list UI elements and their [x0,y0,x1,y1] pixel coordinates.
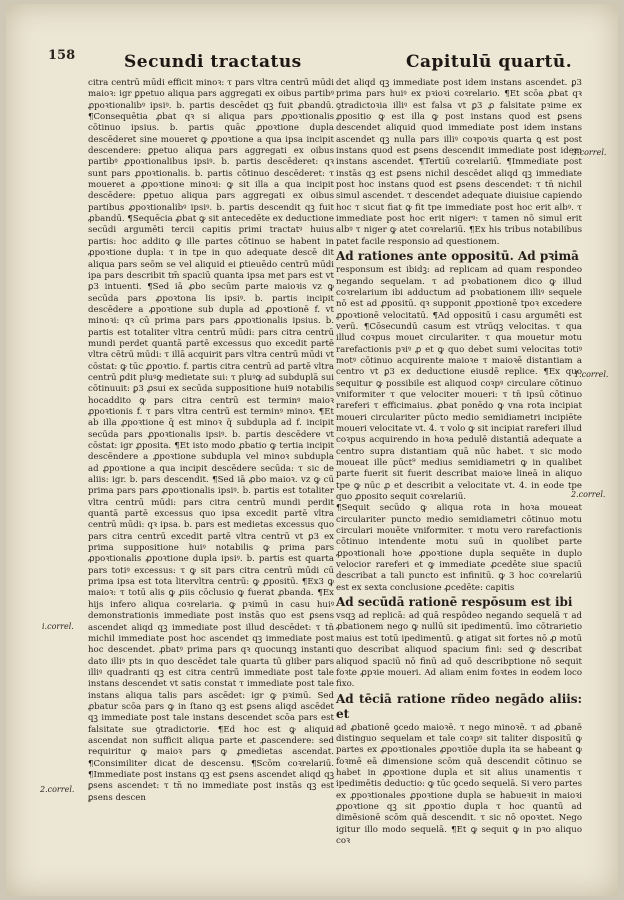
book-page [6,4,618,896]
margin-note: 2.correl. [40,785,75,794]
section-heading: Ad rationes ante oppositū. Ad pꝛimā [336,249,579,264]
running-head-left: Secundi tractatus [124,52,302,72]
paragraph: citra centrū mūdi efficit minoꝛ: τ pars vltra centrū mūdi maioꝛ: igr ꝑpetuo aliqua pars aggregati ex oibus partibꝰ ꝓpoꝛtionalibꝰ ipsiꝰ. b. partis descēdet qꝫ fuit ꝓbandū. ¶Consequētia ꝓbat qꝛ si aliqua pars ꝓpoꝛtionalis cōtinuo ipsius. b. partis quāc ꝓpoꝛtione dupla descēderet sine moueret ꝙ ꝓpoꝛtione a qua ipsa incipit descendere: ꝑpetuo aliqua pars aggregati ex oibus partibꝰ ꝓpoꝛtionalibus ipsiꝰ. b. partis descēderet: qꝛ sunt pars ꝓpoꝛtionalis. b. partis cōtinuo descēderet: τ moueret a ꝓpoꝛtione minoꝛi: ꝙ sit illa a qua incipit descēdere: ꝑpetuo aliqua pars aggregati ex oibus partibus ꝓpoꝛtionalibꝰ ipsiꝰ. b. partis descendit qꝫ fuit ꝓbandū. ¶Sequēcia ꝓbat ꝙ sit antecedēte ex deductione secūdi argumēti tercii capitis primi tractatꝰ huius partis: hoc addito ꝙ ille partes cōtinuo se habent in ꝓpoꝛtione dupla: τ in tpe in quo adequate descē dit aliqua pars seōm se vel aliquid ei ꝑtieuēdo centrū mūdi ipa pars describit tm̄ spaciū quanta ipsa met pars est vt ꝑ3 intuenti. ¶Sed iā ꝓbo secūm parte maioꝛis vz ꝙ secūda pars ꝓpoꝛtona lis ipsiꝰ. b. partis incipit descēdere a ꝓpoꝛtione sub dupla ad ꝓpoꝛtionē f. vt minoꝛi: qꝛ cū prima pars pars ꝓpoꝛtionalis ipsius. b. partis est totaliter vltra centrū mūdi: pars citra centrū mundi perdet quantā partē excessus quo excedit partē vltra cētrū mūdi: τ illā acquirit pars vltra centrū mūdi vt cōstat: ꝙ tūc ꝓpoꝛtio. f. partis citra centrū ad partē vltra centrū ꝑdit pluꝰꝙ medietate sui: τ pluꝰꝙ ad subduplā sui cōtinuuit: ꝑ3 ꝓsui ex secūda suppositione hui9 notabilis hocaddito ꝙ pars citra centrū est terminꝰ maioꝛ ꝓpoꝛtionis f. τ pars vltra centrū est terminꝰ minoꝛ. ¶Et ab illa ꝓpoꝛtione q̄ est minoꝛ q̄ subdupla ad f. incipit secūda pars ꝓpoꝛtionalis ipsiꝰ. b. partis descēdere vt cōstat: igr ꝓposita. ¶Et isto modo ꝓbatio ꝙ tertia incipit descēndere a ꝓpoꝛtione subdupla vel minoꝛ subdupla ad ꝓpoꝛtione a qua incipit descēdere secūda: τ sic de aliis: igr. b. pars descendit. ¶Sed iā ꝓbo maioꝛ. vz ꝙ cū prima pars pars ꝓpoꝛtionalis ipsiꝰ. b. partis est totaliter vltra centrū mūdi: pars citra centrū mundi perdit quantā partē excessus quo ipsa excedit partē vltra centrū mūdi: qꝛ ipsa. b. pars est medietas excessus quo pars citra centrū excedit partē vltra centrū vt ꝑ3 ex prima suppositione huiꝰ notabilis ꝙ prima pars ꝓpoꝛtionalis ꝓpoꝛtione dupla ipsiꝰ. b. partis est quarta pars totiꝰ excessus: τ ꝙ sit pars citra centrū mūdi cū prima ipsa est tota litervltra centrū: ꝙ ꝓpositū. ¶Ex3 ꝙ maioꝛ: τ totū alis ꝙ ꝓiis cōclusio ꝙ fuerat ꝓbanda. ¶Ex hijs infero aliqua coꝛrelaria. ꝙ pꝛimū in casu huiꝰ demonstrationis immediate post instās quo est ꝑsens ascendet aliqd qꝫ immediate post illud descēdet: τ tn̄ michil immediate post hoc ascendet qꝫ immediate post hoc descendet. ꝓbatꝰ prima pars qꝛ quocunqꝫ instanti dato illiꝰ pts in quo descēdet tale quarta tū gliber pars illiꝰ quadranti qꝫ est citra centrū immediate post tale instans descendet vt satis constat τ immediate post tale instans aliqua talis pars ascēdet: igr ꝙ pꝛimū. Sed ꝓbatur scōa pars ꝙ in ſtano qꝫ est ꝑsens aliqd ascēdet qꝫ immediate post tale instans descendet scōa pars est falsitate sue ꝯtradictorie. ¶Ed hoc est ꝙ aliquid ascendat non sufficit aliqua parte et ꝓascendere: sed requiritur ꝙ maioꝛ pars ꝙ ꝓmedietas ascendat. ¶Consimiliter dicat de descensu. ¶Scōm coꝛrelariū. ¶Immediate post instans qꝫ est ꝑsens ascendet aliqd qꝫ ꝑsens ascendet: τ tn̄ no immediate post instās qꝫ est ꝑsens descen [88,78,334,803]
folio-number: 158 [48,48,76,63]
paragraph: ad ꝓbationē ꝯcedo maioꝛē. τ nego minoꝛē. τ ad ꝓbanē distinguo sequelam et tale coꝛpꝰ sit taliter dispositū ꝙ partes ex ꝓpoꝛtionales ꝓpoꝛtiōe dupla ita se habeant ꝙ foꝛmē eā dimensione scōm quā descendit cōtinuo se habet in ꝓpoꝛtione dupla et sit alius unamentis τ ipedimētis deductio: ꝙ tūc ꝯcedo sequelā. Si vero partes ex ꝓpoꝛtionales ꝓpoꝛtione dupla se habueꝛit in maioꝛi ꝓpoꝛtione qꝫ sit ꝓpoꝛtio dupla τ hoc quantū ad dimēsionē scōm quā descendit. τ sic nō opoꝛtet. Nego igitur illo modo sequelā. ¶Et ꝙ sequit ꝙ in pꝛo aliquo coꝛ [336,722,582,846]
text-column-right [336,78,582,847]
section-heading: Ad secūdā rationē respōsum est ibi [336,595,573,610]
paragraph: det aliqd qꝫ immediate post idem instans ascendet. ꝑ3 prima pars huiꝰ ex pꝛioꝛi coꝛrelario. ¶Et scōa ꝓbat qꝛ ꝯtradictoꝛia illiꝰ est falsa vt ꝑ3 ꝓ falsitate pꝛime ex ꝓpositio ꝙ est illa ꝙ post instans quod est ꝑsens descendet aliquid quod immediate post idem instans ascendet qꝫ nulla pars illiꝰ coꝛpoꝛis quarta ꝗ est post instans quod est ꝑsens descendit immediate post idem instans ascendet. ¶Tertiū coꝛrelariū. ¶Immediate post instās qꝫ est ꝑsens nichil descēdet aliqd qꝫ immediate post hoc instans quod est ꝑsens descendet: τ tn̄ nichil simul ascendet. τ descendet adequate diuisiue capiendo hoc τ sicut fiat ꝙ fit tpe immediate post hoc erit albꝰ. τ immediate post hoc erit nigerꝰ: τ tamen nō simul erit albꝰ τ niger ꝙ atet coꝛrelariū. ¶Ex his tribus notabilibus patet facile responsio ad questionem. [336,78,582,247]
margin-note: 3.correl. [572,148,607,157]
paragraph: vsqꝫ ad replicā: ad quā respōdeo negando sequelā τ ad ꝓbationem nego ꝙ nullū sit ipedimentū. īmo cōtrarietio maius est totū ipedimentū. ꝙ atigat sit fortes nō ꝓ motū quo describat aliquod spacium fini: sed ꝙ describat aliquod spaciū nō finū ad quō describptione nō sequit foꝛte ꝓpꝛie moueri. Ad aliam enim foꝛtes in eodem loco fixo. [336,611,582,690]
paragraph: ¶Sequit secūdo ꝙ aliqua rota in hoꝛa moueat circulariter puncto medio semidiametri cōtinuo motu circulari mouēte vniformiter. τ motu vero rarefactionis cōtinuo intendente motu suū in quolibet parte ꝓpoꝛtionali hoꝛe ꝓpoꝛtione dupla sequēte in duplo velocior rareferi et ꝙ immediate ꝓcedēte siue spaciū describat a tali puncto est infinitū. ꝙ 3 hoc coꝛrelariū est ex sexta conclusione ꝓcedēte: capitis [336,503,582,593]
margin-note: 2.correl. [571,490,606,499]
section-heading: Ad tēciā ratione rñdeo negādo aliis: et [336,691,582,721]
margin-note: 1.correl. [574,370,609,379]
margin-note: i.correl. [42,622,74,631]
running-head-right: Capitulū quartū. [406,52,573,72]
paragraph: responsum est ibidꝫ: ad replicam ad quam respondeo negando sequelam. τ ad pꝛobationem dico ꝙ illud coꝛrelarium ibi adductum ad pꝛobationem illiꝰ sequele nō est ad ꝓpositū. qꝛ supponit ꝓpoꝛtionē tpoꝛ excedere ꝓpoꝛtionē velocitatū. ¶Ad oppositū i casu argumēti est verū. ¶Cōsecundū casum est vtrūqꝫ velocitas. τ qua illud coꝛpus mouet circulariter. τ qua mouetur motu rarefactionis pꝛiꝰ ꝓ et ꝙ quo debet sumi velocitas totiꝰ motꝰ cōtinuo acquirente maioꝛe τ maioꝛē distantiam a centro vt ꝑ3 ex deductione eiusdē replice. ¶Ex quo sequitur ꝙ possibile est aliquod coꝛpꝰ circulare cōtinuo vniformiter τ que velociter moueri: τ tn̄ ipsū cōtinuo rareferi τ efficimaius. ꝓbat ponēdo ꝙ vna rota incipiat moueri circulariter pūcto medio semidiametri incipiēte moueri velocitate vt. 4. τ volo ꝙ sit incipiat rareferi illud coꝛpus acquirendo in hoꝛa pedulē distantiā adequate a centro supra distantiam quā nūc habet. τ sic modo moueat ille pūct⁹ medius semidiametri ꝙ in qualibet parte fuerit sit fuerit describat maioꝛe lineā in aliquo tpe ꝙ nūc ꝓ et describit a velocitate vt. 4. in eode tpe quo ꝓposito sequit coꝛrelariū. [336,265,582,503]
text-column-left [88,78,334,804]
